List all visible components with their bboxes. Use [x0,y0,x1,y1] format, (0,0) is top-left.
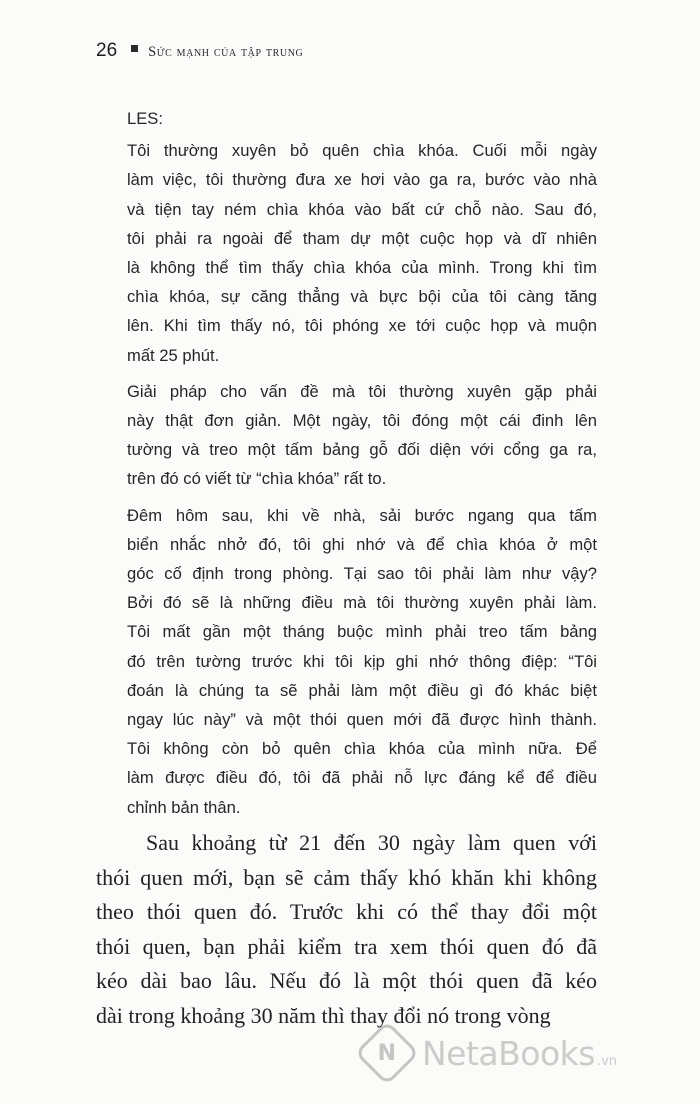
text-line: này thật đơn giản. Một ngày, tôi đóng một cái đinh lên [127,411,597,431]
text-line: mất 25 phút. [127,345,220,365]
text-line: ngay lúc này” và một thói quen mới đã được hình thành. [127,710,597,730]
anecdote-section [127,104,597,822]
speaker-label: LES: [127,109,163,128]
anecdote-paragraph-1 [127,136,597,370]
text-line: đó trên tường trước khi tôi kịp ghi nhớ thông điệp: “Tôi [127,651,597,671]
text-line: biển nhắc nhở đó, tôi ghi nhớ và để chìa khóa ở một [127,534,597,554]
text-line: và tiện tay ném chìa khóa vào bất cứ chỗ nào. Sau đó, [127,199,597,219]
text-line: góc cố định trong phòng. Tại sao tôi phải làm như vậy? [127,564,597,584]
text-line: trên đó có viết từ “chìa khóa” rất to. [127,469,387,489]
watermark-name: NetaBooks [422,1033,595,1073]
netabooks-logo-icon: N [354,1020,419,1085]
text-line: tường và treo một tấm bảng gỗ đối diện với cổng ga ra, [127,440,597,460]
text-line: làm được điều đó, tôi đã phải nỗ lực đáng kể để điều [127,768,597,788]
main-body-text [96,826,597,1033]
text-line: Sau khoảng từ 21 đến 30 ngày làm quen với [146,830,597,855]
text-line: Tôi không còn bỏ quên chìa khóa của mình nữa. Để [127,739,597,759]
text-line: Tôi mất gần một tháng buộc mình phải treo tấm bảng [127,622,597,642]
text-line: Tôi thường xuyên bỏ quên chìa khóa. Cuối mỗi ngày [127,141,597,161]
text-line: làm việc, tôi thường đưa xe hơi vào ga ra, bước vào nhà [127,170,597,190]
anecdote-paragraph-3 [127,501,597,822]
page-number: 26 [96,40,118,61]
text-line: chìa khóa, sự căng thẳng và bực bội của tôi càng tăng [127,287,597,307]
text-line: lên. Khi tìm thấy nó, tôi phóng xe tới cuộc họp và muộn [127,316,597,336]
netabooks-watermark [364,1030,617,1076]
text-line: tôi phải ra ngoài để tham dự một cuộc họp và dĩ nhiên [127,228,597,248]
text-line: dài trong khoảng 30 năm thì thay đổi nó trong vòng [96,1002,551,1028]
running-title: Sức mạnh của tập trung [148,44,304,60]
text-line: thói quen mới, bạn sẽ cảm thấy khó khăn khi không [96,864,597,890]
watermark-tld: .vn [596,1053,618,1069]
text-line: theo thói quen đó. Trước khi có thể thay đổi một [96,899,597,924]
text-line: là không thể tìm thấy chìa khóa của mình. Trong khi tìm [127,258,597,278]
text-line: đoán là chúng ta sẽ phải làm một điều gì đó khác biệt [127,680,597,700]
anecdote-paragraph-2 [127,377,597,494]
watermark-text [422,1034,617,1073]
body-paragraph [96,826,597,1033]
text-line: kéo dài bao lâu. Nếu đó là một thói quen đã kéo [96,968,597,993]
text-line: Bởi đó sẽ là những điều mà tôi thường xuyên phải làm. [127,593,597,613]
page-header [96,40,303,62]
text-line: Đêm hôm sau, khi về nhà, sải bước ngang qua tấm [127,505,597,525]
text-line: Giải pháp cho vấn đề mà tôi thường xuyên gặp phải [127,381,597,401]
header-separator [131,45,138,52]
text-line: thói quen, bạn phải kiểm tra xem thói quen đó đã [96,933,597,959]
text-line: chỉnh bản thân. [127,797,241,817]
